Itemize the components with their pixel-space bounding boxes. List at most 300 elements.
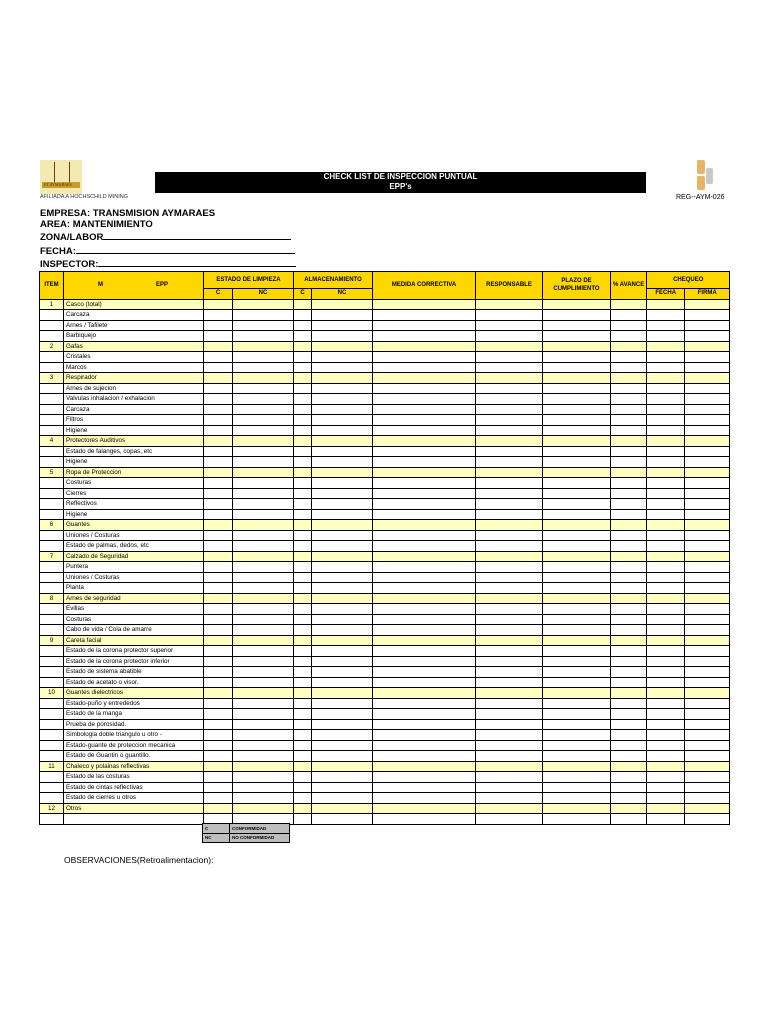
limpieza-nc-cell[interactable] <box>233 583 294 594</box>
avance-cell[interactable] <box>611 688 647 699</box>
firma-cell[interactable] <box>685 373 730 384</box>
almacenamiento-nc-cell[interactable] <box>312 436 373 447</box>
fecha-cell[interactable] <box>647 677 685 688</box>
plazo-cell[interactable] <box>543 625 611 636</box>
fecha-field[interactable] <box>76 244 295 254</box>
avance-cell[interactable] <box>611 604 647 615</box>
limpieza-nc-cell[interactable] <box>233 530 294 541</box>
firma-cell[interactable] <box>685 478 730 489</box>
limpieza-c-cell[interactable] <box>204 761 233 772</box>
limpieza-c-cell[interactable] <box>204 677 233 688</box>
avance-cell[interactable] <box>611 352 647 363</box>
limpieza-c-cell[interactable] <box>204 467 233 478</box>
almacenamiento-nc-cell[interactable] <box>312 730 373 741</box>
medida-cell[interactable] <box>373 667 476 678</box>
almacenamiento-c-cell[interactable] <box>294 299 312 310</box>
plazo-cell[interactable] <box>543 446 611 457</box>
medida-cell[interactable] <box>373 656 476 667</box>
avance-cell[interactable] <box>611 551 647 562</box>
limpieza-nc-cell[interactable] <box>233 656 294 667</box>
avance-cell[interactable] <box>611 740 647 751</box>
fecha-cell[interactable] <box>647 583 685 594</box>
limpieza-c-cell[interactable] <box>204 656 233 667</box>
responsable-cell[interactable] <box>476 709 543 720</box>
almacenamiento-nc-cell[interactable] <box>312 530 373 541</box>
limpieza-nc-cell[interactable] <box>233 572 294 583</box>
limpieza-c-cell[interactable] <box>204 698 233 709</box>
responsable-cell[interactable] <box>476 373 543 384</box>
almacenamiento-nc-cell[interactable] <box>312 772 373 783</box>
firma-cell[interactable] <box>685 320 730 331</box>
almacenamiento-nc-cell[interactable] <box>312 751 373 762</box>
plazo-cell[interactable] <box>543 635 611 646</box>
inspector-field[interactable] <box>98 257 296 267</box>
almacenamiento-c-cell[interactable] <box>294 604 312 615</box>
plazo-cell[interactable] <box>543 341 611 352</box>
almacenamiento-nc-cell[interactable] <box>312 709 373 720</box>
fecha-cell[interactable] <box>647 509 685 520</box>
limpieza-c-cell[interactable] <box>204 299 233 310</box>
limpieza-nc-cell[interactable] <box>233 373 294 384</box>
fecha-cell[interactable] <box>647 436 685 447</box>
medida-cell[interactable] <box>373 383 476 394</box>
fecha-cell[interactable] <box>647 394 685 405</box>
medida-cell[interactable] <box>373 772 476 783</box>
almacenamiento-nc-cell[interactable] <box>312 740 373 751</box>
limpieza-c-cell[interactable] <box>204 394 233 405</box>
almacenamiento-c-cell[interactable] <box>294 362 312 373</box>
limpieza-c-cell[interactable] <box>204 667 233 678</box>
limpieza-c-cell[interactable] <box>204 782 233 793</box>
limpieza-nc-cell[interactable] <box>233 457 294 468</box>
almacenamiento-c-cell[interactable] <box>294 698 312 709</box>
medida-cell[interactable] <box>373 688 476 699</box>
limpieza-c-cell[interactable] <box>204 331 233 342</box>
medida-cell[interactable] <box>373 709 476 720</box>
responsable-cell[interactable] <box>476 604 543 615</box>
plazo-cell[interactable] <box>543 677 611 688</box>
almacenamiento-c-cell[interactable] <box>294 583 312 594</box>
medida-cell[interactable] <box>373 415 476 426</box>
avance-cell[interactable] <box>611 803 647 814</box>
plazo-cell[interactable] <box>543 457 611 468</box>
limpieza-c-cell[interactable] <box>204 446 233 457</box>
fecha-cell[interactable] <box>647 530 685 541</box>
limpieza-c-cell[interactable] <box>204 404 233 415</box>
limpieza-c-cell[interactable] <box>204 635 233 646</box>
limpieza-nc-cell[interactable] <box>233 310 294 321</box>
avance-cell[interactable] <box>611 709 647 720</box>
almacenamiento-nc-cell[interactable] <box>312 509 373 520</box>
medida-cell[interactable] <box>373 698 476 709</box>
limpieza-nc-cell[interactable] <box>233 394 294 405</box>
medida-cell[interactable] <box>373 551 476 562</box>
medida-cell[interactable] <box>373 446 476 457</box>
medida-cell[interactable] <box>373 719 476 730</box>
medida-cell[interactable] <box>373 583 476 594</box>
almacenamiento-nc-cell[interactable] <box>312 394 373 405</box>
plazo-cell[interactable] <box>543 352 611 363</box>
fecha-cell[interactable] <box>647 331 685 342</box>
fecha-cell[interactable] <box>647 803 685 814</box>
medida-cell[interactable] <box>373 614 476 625</box>
firma-cell[interactable] <box>685 551 730 562</box>
fecha-cell[interactable] <box>647 499 685 510</box>
fecha-cell[interactable] <box>647 688 685 699</box>
plazo-cell[interactable] <box>543 320 611 331</box>
avance-cell[interactable] <box>611 614 647 625</box>
limpieza-nc-cell[interactable] <box>233 551 294 562</box>
firma-cell[interactable] <box>685 457 730 468</box>
avance-cell[interactable] <box>611 320 647 331</box>
medida-cell[interactable] <box>373 299 476 310</box>
firma-cell[interactable] <box>685 677 730 688</box>
almacenamiento-c-cell[interactable] <box>294 415 312 426</box>
responsable-cell[interactable] <box>476 520 543 531</box>
limpieza-c-cell[interactable] <box>204 562 233 573</box>
avance-cell[interactable] <box>611 593 647 604</box>
plazo-cell[interactable] <box>543 667 611 678</box>
firma-cell[interactable] <box>685 635 730 646</box>
limpieza-c-cell[interactable] <box>204 551 233 562</box>
responsable-cell[interactable] <box>476 751 543 762</box>
firma-cell[interactable] <box>685 719 730 730</box>
almacenamiento-nc-cell[interactable] <box>312 320 373 331</box>
medida-cell[interactable] <box>373 635 476 646</box>
limpieza-c-cell[interactable] <box>204 425 233 436</box>
almacenamiento-nc-cell[interactable] <box>312 625 373 636</box>
responsable-cell[interactable] <box>476 740 543 751</box>
medida-cell[interactable] <box>373 562 476 573</box>
fecha-cell[interactable] <box>647 709 685 720</box>
limpieza-nc-cell[interactable] <box>233 436 294 447</box>
fecha-cell[interactable] <box>647 488 685 499</box>
firma-cell[interactable] <box>685 509 730 520</box>
responsable-cell[interactable] <box>476 814 543 825</box>
limpieza-c-cell[interactable] <box>204 320 233 331</box>
limpieza-nc-cell[interactable] <box>233 362 294 373</box>
limpieza-nc-cell[interactable] <box>233 635 294 646</box>
plazo-cell[interactable] <box>543 551 611 562</box>
plazo-cell[interactable] <box>543 467 611 478</box>
responsable-cell[interactable] <box>476 383 543 394</box>
plazo-cell[interactable] <box>543 299 611 310</box>
limpieza-nc-cell[interactable] <box>233 709 294 720</box>
almacenamiento-c-cell[interactable] <box>294 446 312 457</box>
firma-cell[interactable] <box>685 793 730 804</box>
almacenamiento-c-cell[interactable] <box>294 331 312 342</box>
plazo-cell[interactable] <box>543 814 611 825</box>
limpieza-nc-cell[interactable] <box>233 331 294 342</box>
medida-cell[interactable] <box>373 509 476 520</box>
fecha-cell[interactable] <box>647 299 685 310</box>
plazo-cell[interactable] <box>543 310 611 321</box>
fecha-cell[interactable] <box>647 562 685 573</box>
limpieza-nc-cell[interactable] <box>233 446 294 457</box>
limpieza-c-cell[interactable] <box>204 709 233 720</box>
medida-cell[interactable] <box>373 467 476 478</box>
avance-cell[interactable] <box>611 667 647 678</box>
plazo-cell[interactable] <box>543 509 611 520</box>
limpieza-c-cell[interactable] <box>204 530 233 541</box>
almacenamiento-nc-cell[interactable] <box>312 814 373 825</box>
firma-cell[interactable] <box>685 730 730 741</box>
almacenamiento-nc-cell[interactable] <box>312 488 373 499</box>
avance-cell[interactable] <box>611 446 647 457</box>
medida-cell[interactable] <box>373 457 476 468</box>
firma-cell[interactable] <box>685 404 730 415</box>
responsable-cell[interactable] <box>476 782 543 793</box>
fecha-cell[interactable] <box>647 793 685 804</box>
limpieza-c-cell[interactable] <box>204 499 233 510</box>
almacenamiento-c-cell[interactable] <box>294 625 312 636</box>
responsable-cell[interactable] <box>476 667 543 678</box>
limpieza-nc-cell[interactable] <box>233 299 294 310</box>
limpieza-c-cell[interactable] <box>204 730 233 741</box>
avance-cell[interactable] <box>611 814 647 825</box>
almacenamiento-c-cell[interactable] <box>294 572 312 583</box>
avance-cell[interactable] <box>611 478 647 489</box>
fecha-cell[interactable] <box>647 646 685 657</box>
limpieza-nc-cell[interactable] <box>233 719 294 730</box>
limpieza-c-cell[interactable] <box>204 625 233 636</box>
limpieza-nc-cell[interactable] <box>233 499 294 510</box>
responsable-cell[interactable] <box>476 572 543 583</box>
plazo-cell[interactable] <box>543 562 611 573</box>
almacenamiento-nc-cell[interactable] <box>312 688 373 699</box>
almacenamiento-nc-cell[interactable] <box>312 604 373 615</box>
plazo-cell[interactable] <box>543 404 611 415</box>
almacenamiento-nc-cell[interactable] <box>312 667 373 678</box>
fecha-cell[interactable] <box>647 751 685 762</box>
almacenamiento-c-cell[interactable] <box>294 740 312 751</box>
firma-cell[interactable] <box>685 467 730 478</box>
limpieza-nc-cell[interactable] <box>233 698 294 709</box>
limpieza-c-cell[interactable] <box>204 478 233 489</box>
medida-cell[interactable] <box>373 740 476 751</box>
almacenamiento-c-cell[interactable] <box>294 709 312 720</box>
responsable-cell[interactable] <box>476 310 543 321</box>
medida-cell[interactable] <box>373 352 476 363</box>
fecha-cell[interactable] <box>647 572 685 583</box>
firma-cell[interactable] <box>685 593 730 604</box>
limpieza-c-cell[interactable] <box>204 341 233 352</box>
limpieza-nc-cell[interactable] <box>233 488 294 499</box>
responsable-cell[interactable] <box>476 436 543 447</box>
almacenamiento-nc-cell[interactable] <box>312 467 373 478</box>
almacenamiento-nc-cell[interactable] <box>312 310 373 321</box>
medida-cell[interactable] <box>373 803 476 814</box>
plazo-cell[interactable] <box>543 719 611 730</box>
plazo-cell[interactable] <box>543 761 611 772</box>
plazo-cell[interactable] <box>543 593 611 604</box>
limpieza-nc-cell[interactable] <box>233 793 294 804</box>
almacenamiento-c-cell[interactable] <box>294 719 312 730</box>
firma-cell[interactable] <box>685 572 730 583</box>
fecha-cell[interactable] <box>647 383 685 394</box>
plazo-cell[interactable] <box>543 572 611 583</box>
firma-cell[interactable] <box>685 562 730 573</box>
almacenamiento-c-cell[interactable] <box>294 509 312 520</box>
firma-cell[interactable] <box>685 352 730 363</box>
plazo-cell[interactable] <box>543 362 611 373</box>
avance-cell[interactable] <box>611 488 647 499</box>
firma-cell[interactable] <box>685 436 730 447</box>
firma-cell[interactable] <box>685 604 730 615</box>
plazo-cell[interactable] <box>543 709 611 720</box>
firma-cell[interactable] <box>685 299 730 310</box>
avance-cell[interactable] <box>611 625 647 636</box>
medida-cell[interactable] <box>373 751 476 762</box>
fecha-cell[interactable] <box>647 341 685 352</box>
limpieza-c-cell[interactable] <box>204 614 233 625</box>
almacenamiento-c-cell[interactable] <box>294 457 312 468</box>
avance-cell[interactable] <box>611 436 647 447</box>
almacenamiento-nc-cell[interactable] <box>312 362 373 373</box>
limpieza-c-cell[interactable] <box>204 803 233 814</box>
firma-cell[interactable] <box>685 646 730 657</box>
avance-cell[interactable] <box>611 782 647 793</box>
limpieza-c-cell[interactable] <box>204 310 233 321</box>
almacenamiento-c-cell[interactable] <box>294 667 312 678</box>
almacenamiento-c-cell[interactable] <box>294 467 312 478</box>
responsable-cell[interactable] <box>476 394 543 405</box>
firma-cell[interactable] <box>685 667 730 678</box>
almacenamiento-c-cell[interactable] <box>294 614 312 625</box>
almacenamiento-nc-cell[interactable] <box>312 551 373 562</box>
limpieza-nc-cell[interactable] <box>233 352 294 363</box>
firma-cell[interactable] <box>685 688 730 699</box>
firma-cell[interactable] <box>685 782 730 793</box>
almacenamiento-c-cell[interactable] <box>294 478 312 489</box>
fecha-cell[interactable] <box>647 772 685 783</box>
limpieza-nc-cell[interactable] <box>233 782 294 793</box>
medida-cell[interactable] <box>373 793 476 804</box>
almacenamiento-nc-cell[interactable] <box>312 646 373 657</box>
plazo-cell[interactable] <box>543 394 611 405</box>
responsable-cell[interactable] <box>476 499 543 510</box>
responsable-cell[interactable] <box>476 467 543 478</box>
responsable-cell[interactable] <box>476 415 543 426</box>
plazo-cell[interactable] <box>543 425 611 436</box>
almacenamiento-nc-cell[interactable] <box>312 656 373 667</box>
almacenamiento-c-cell[interactable] <box>294 394 312 405</box>
almacenamiento-nc-cell[interactable] <box>312 520 373 531</box>
firma-cell[interactable] <box>685 520 730 531</box>
responsable-cell[interactable] <box>476 446 543 457</box>
almacenamiento-nc-cell[interactable] <box>312 446 373 457</box>
limpieza-c-cell[interactable] <box>204 740 233 751</box>
medida-cell[interactable] <box>373 677 476 688</box>
firma-cell[interactable] <box>685 499 730 510</box>
medida-cell[interactable] <box>373 541 476 552</box>
responsable-cell[interactable] <box>476 698 543 709</box>
almacenamiento-nc-cell[interactable] <box>312 341 373 352</box>
plazo-cell[interactable] <box>543 751 611 762</box>
responsable-cell[interactable] <box>476 352 543 363</box>
plazo-cell[interactable] <box>543 688 611 699</box>
almacenamiento-c-cell[interactable] <box>294 803 312 814</box>
plazo-cell[interactable] <box>543 656 611 667</box>
plazo-cell[interactable] <box>543 730 611 741</box>
firma-cell[interactable] <box>685 583 730 594</box>
limpieza-c-cell[interactable] <box>204 572 233 583</box>
medida-cell[interactable] <box>373 593 476 604</box>
almacenamiento-nc-cell[interactable] <box>312 719 373 730</box>
avance-cell[interactable] <box>611 562 647 573</box>
firma-cell[interactable] <box>685 446 730 457</box>
fecha-cell[interactable] <box>647 667 685 678</box>
limpieza-c-cell[interactable] <box>204 509 233 520</box>
zona-field[interactable] <box>103 230 291 240</box>
limpieza-c-cell[interactable] <box>204 362 233 373</box>
almacenamiento-c-cell[interactable] <box>294 793 312 804</box>
firma-cell[interactable] <box>685 698 730 709</box>
limpieza-nc-cell[interactable] <box>233 625 294 636</box>
almacenamiento-nc-cell[interactable] <box>312 478 373 489</box>
responsable-cell[interactable] <box>476 646 543 657</box>
limpieza-nc-cell[interactable] <box>233 677 294 688</box>
limpieza-nc-cell[interactable] <box>233 688 294 699</box>
avance-cell[interactable] <box>611 751 647 762</box>
limpieza-c-cell[interactable] <box>204 373 233 384</box>
responsable-cell[interactable] <box>476 299 543 310</box>
limpieza-nc-cell[interactable] <box>233 803 294 814</box>
plazo-cell[interactable] <box>543 803 611 814</box>
limpieza-nc-cell[interactable] <box>233 646 294 657</box>
limpieza-c-cell[interactable] <box>204 520 233 531</box>
almacenamiento-nc-cell[interactable] <box>312 425 373 436</box>
plazo-cell[interactable] <box>543 772 611 783</box>
limpieza-nc-cell[interactable] <box>233 562 294 573</box>
firma-cell[interactable] <box>685 656 730 667</box>
fecha-cell[interactable] <box>647 604 685 615</box>
limpieza-c-cell[interactable] <box>204 593 233 604</box>
avance-cell[interactable] <box>611 572 647 583</box>
fecha-cell[interactable] <box>647 541 685 552</box>
almacenamiento-nc-cell[interactable] <box>312 761 373 772</box>
limpieza-nc-cell[interactable] <box>233 614 294 625</box>
avance-cell[interactable] <box>611 467 647 478</box>
limpieza-nc-cell[interactable] <box>233 667 294 678</box>
responsable-cell[interactable] <box>476 719 543 730</box>
responsable-cell[interactable] <box>476 730 543 741</box>
limpieza-nc-cell[interactable] <box>233 404 294 415</box>
limpieza-c-cell[interactable] <box>204 719 233 730</box>
firma-cell[interactable] <box>685 814 730 825</box>
medida-cell[interactable] <box>373 394 476 405</box>
medida-cell[interactable] <box>373 572 476 583</box>
almacenamiento-c-cell[interactable] <box>294 530 312 541</box>
medida-cell[interactable] <box>373 488 476 499</box>
medida-cell[interactable] <box>373 373 476 384</box>
firma-cell[interactable] <box>685 740 730 751</box>
almacenamiento-c-cell[interactable] <box>294 772 312 783</box>
almacenamiento-c-cell[interactable] <box>294 425 312 436</box>
responsable-cell[interactable] <box>476 593 543 604</box>
avance-cell[interactable] <box>611 310 647 321</box>
plazo-cell[interactable] <box>543 782 611 793</box>
medida-cell[interactable] <box>373 730 476 741</box>
almacenamiento-nc-cell[interactable] <box>312 457 373 468</box>
responsable-cell[interactable] <box>476 562 543 573</box>
almacenamiento-c-cell[interactable] <box>294 562 312 573</box>
limpieza-c-cell[interactable] <box>204 383 233 394</box>
avance-cell[interactable] <box>611 698 647 709</box>
almacenamiento-nc-cell[interactable] <box>312 562 373 573</box>
plazo-cell[interactable] <box>543 383 611 394</box>
fecha-cell[interactable] <box>647 352 685 363</box>
